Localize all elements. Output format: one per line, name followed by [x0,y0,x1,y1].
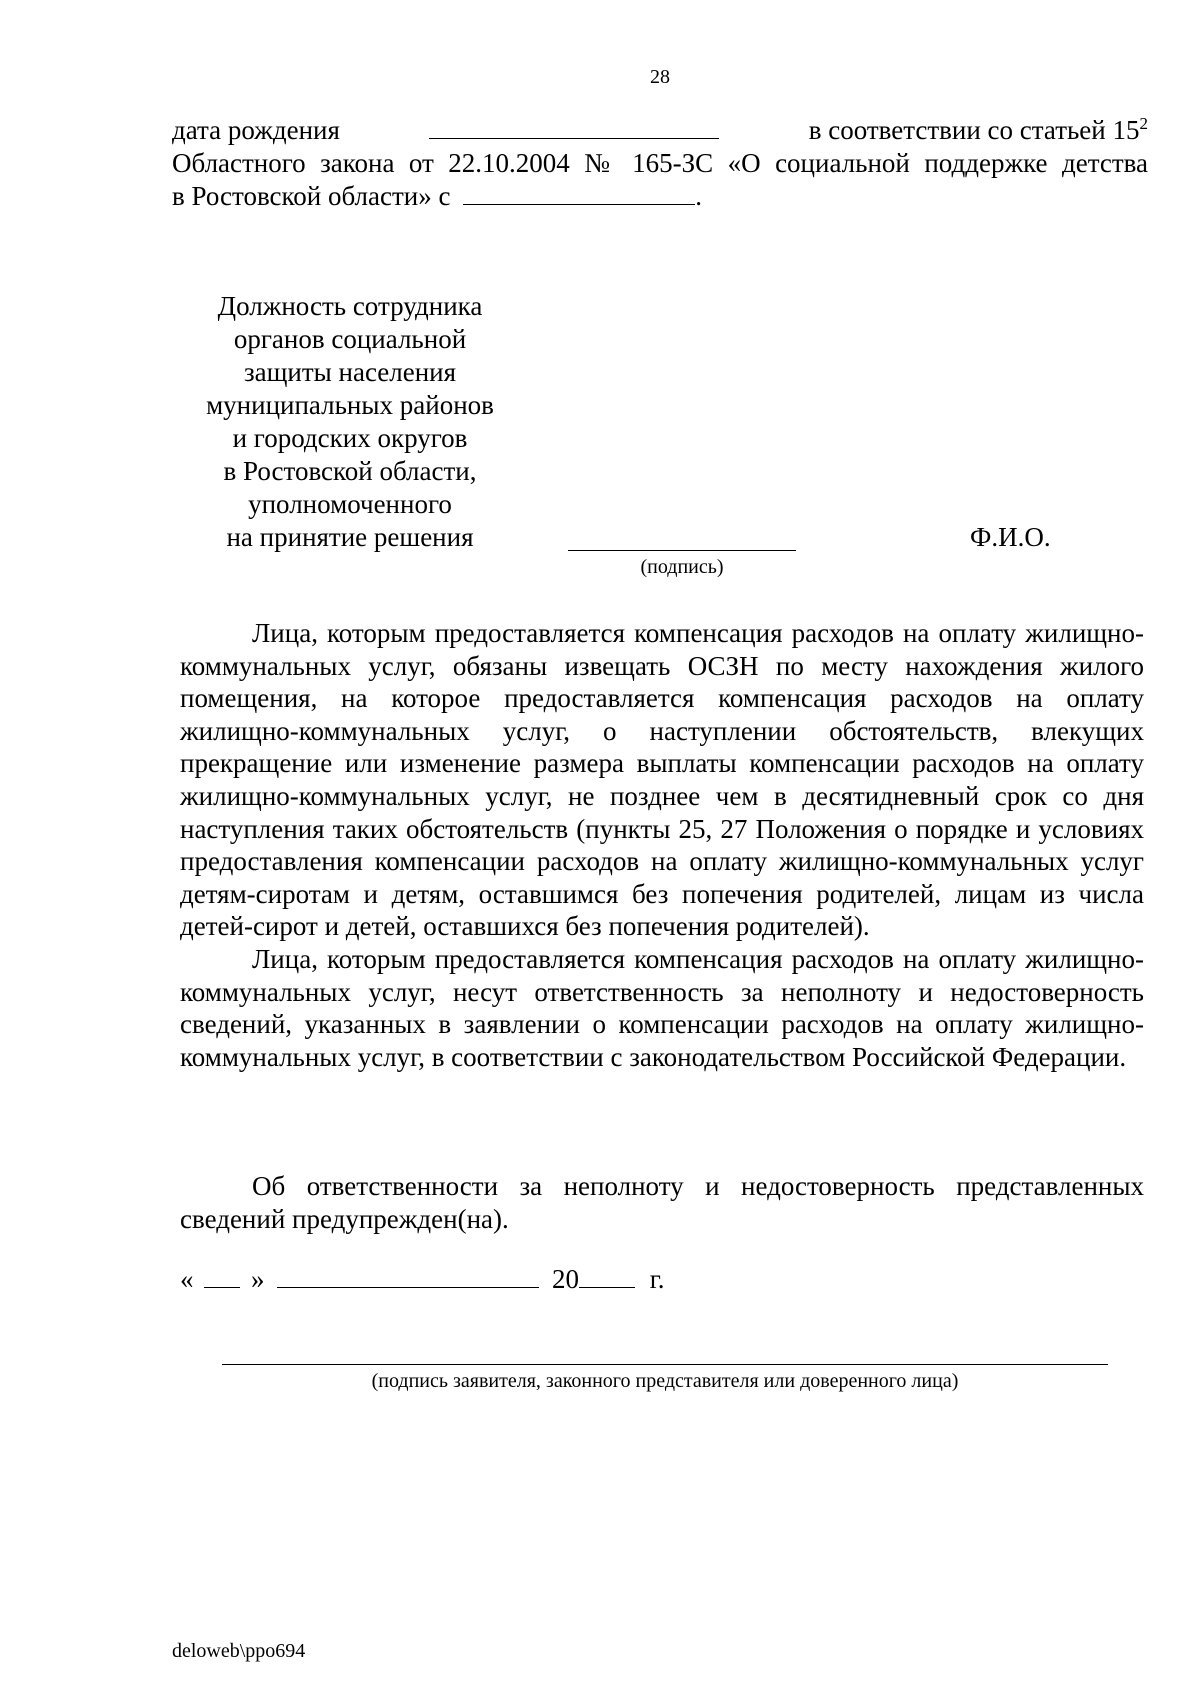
month-field[interactable] [277,1286,539,1288]
intro-period: . [695,181,702,211]
intro-block [172,114,1148,213]
official-fio: Ф.И.О. [970,522,1051,552]
obligations-text [180,617,1144,1073]
day-field[interactable] [204,1286,240,1288]
start-date-field[interactable] [463,203,695,205]
close-quote: » [251,1264,265,1294]
official-position-block [185,290,515,554]
official-line: муниципальных районов [206,390,494,420]
official-line: защиты населения [243,357,457,387]
official-line: на принятие решения [226,522,474,552]
article-reference: в соответствии со статьей $15^2$ [808,114,1148,145]
official-signature-field[interactable] [568,550,796,551]
intro-line-1 [172,114,1148,147]
warning-statement: Об ответственности за неполноту и недостоверность представленных сведений предупрежден(на). [180,1171,1144,1234]
applicant-signature-field[interactable] [222,1364,1108,1365]
year-field[interactable] [579,1286,635,1288]
start-date-label: в Ростовской области» с [172,181,451,211]
open-quote: « [180,1264,194,1294]
birth-date-field[interactable] [429,137,719,139]
footer-document-code: deloweb\ppo694 [172,1640,306,1662]
paragraph-responsibility: Лица, которым предоставляется компенсация расходов на оплату жилищно-коммунальных услуг, несут ответственность за неполноту и недостоверность сведений, указанных в заявлении о компенсации расходов на оплату жилищно-коммунальных услуг, в соответствии с законодательством Российской Федерации. [180,943,1144,1072]
year-prefix: 20 [552,1264,579,1294]
official-signature-caption: (подпись) [640,556,724,578]
year-suffix: г. [649,1264,665,1294]
intro-line-3 [172,180,1148,213]
official-line: в Ростовской области, [223,456,477,486]
intro-line-2: Областного закона от 22.10.2004 № 165-ЗС «О социальной поддержке детства [172,148,1148,178]
article-superscript: 2 [1139,114,1148,133]
applicant-signature-caption: (подпись заявителя, законного представителя или доверенного лица) [371,1370,959,1392]
paragraph-notification-duty: Лица, которым предоставляется компенсация расходов на оплату жилищно-коммунальных услуг, обязаны извещать ОСЗН по месту нахождения жилого помещения, на которое предоставляется компенсация расходов на оплату жилищно-коммунальных услуг, о наступлении обстоятельств, влекущих прекращение или изменение размера выплаты компенсации расходов на оплату жилищно-коммунальных услуг, не позднее чем в десятидневный срок со дня наступления таких обстоятельств (пункты 25, 27 Положения о порядке и условиях предоставления компенсации расходов на оплату жилищно-коммунальных услуг детям-сиротам и детям, оставшимся без попечения родителей, лицам из числа детей-сирот и детей, оставшихся без попечения родителей). [180,618,1144,942]
official-line: уполномоченного [248,489,452,519]
page-number: 28 [650,66,670,88]
birth-date-label: дата рождения [172,115,340,145]
official-line: и городских округов [232,423,468,453]
date-line [180,1264,665,1295]
official-line: Должность сотрудника [217,291,483,321]
official-line: органов социальной [233,324,467,354]
